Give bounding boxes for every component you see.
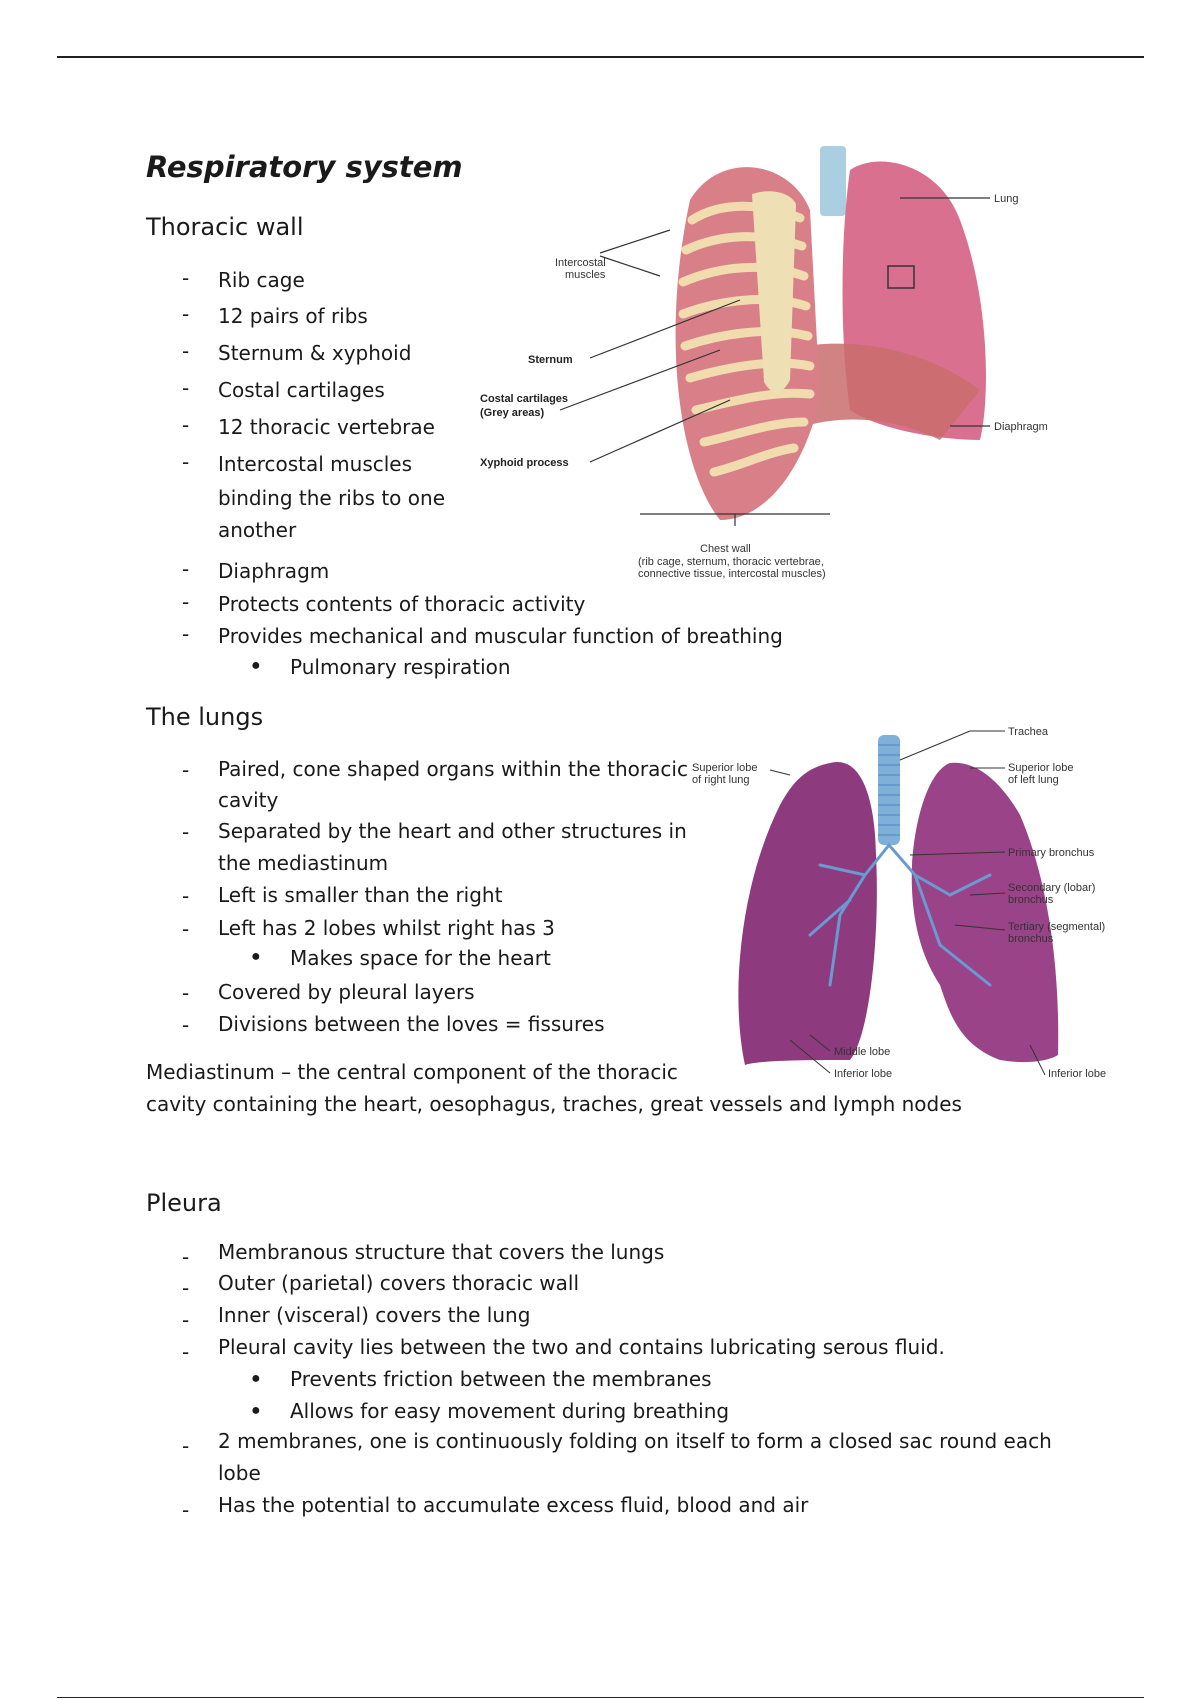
section-heading-lungs: The lungs <box>146 703 264 731</box>
label-costal-1: Costal cartilages <box>480 393 569 405</box>
list-item: Costal cartilages <box>218 378 385 402</box>
dash-marker: - <box>182 302 190 326</box>
label-middle-lobe: Middle lobe <box>834 1046 891 1058</box>
top-rule <box>57 56 1144 58</box>
dash-marker: - <box>182 758 190 782</box>
list-item: Sternum & xyphoid <box>218 341 412 365</box>
dash-marker: - <box>182 917 190 941</box>
list-item: Divisions between the loves = fissures <box>218 1012 605 1036</box>
bullet-marker: ● <box>251 1402 261 1419</box>
label-sup-right-2: of right lung <box>692 774 750 786</box>
dash-marker: - <box>182 450 190 474</box>
section-heading-pleura: Pleura <box>146 1189 222 1217</box>
bullet-marker: ● <box>251 948 261 965</box>
dash-marker: - <box>182 1308 190 1332</box>
label-inferior-right: Inferior lobe <box>834 1068 893 1080</box>
label-diaphragm: Diaphragm <box>994 421 1048 433</box>
right-lung-shape <box>738 762 876 1065</box>
list-item: 2 membranes, one is continuously folding on itself to form a closed sac round each <box>218 1429 1052 1453</box>
section-heading-thoracic-wall: Thoracic wall <box>146 213 304 241</box>
label-chest-2: (rib cage, sternum, thoracic vertebrae, <box>638 556 824 568</box>
list-item: Outer (parietal) covers thoracic wall <box>218 1271 580 1295</box>
label-tertiary-2: bronchus <box>1008 933 1054 945</box>
list-item: Inner (visceral) covers the lung <box>218 1303 531 1327</box>
label-costal-2: (Grey areas) <box>480 407 545 419</box>
dash-marker: - <box>182 590 190 614</box>
lungs-figure <box>692 715 1160 1085</box>
dash-marker: - <box>182 339 190 363</box>
dash-marker: - <box>182 884 190 908</box>
label-sup-right-1: Superior lobe <box>692 762 758 774</box>
label-intercostal-2: muscles <box>565 269 606 281</box>
dash-marker: - <box>182 557 190 581</box>
dash-marker: - <box>182 1276 190 1300</box>
list-item: Separated by the heart and other structures in <box>218 819 687 843</box>
list-item: Provides mechanical and muscular function of breathing <box>218 624 783 648</box>
label-trachea: Trachea <box>1008 726 1048 738</box>
list-item: the mediastinum <box>218 851 389 875</box>
bullet-marker: ● <box>251 657 261 674</box>
list-item: Left is smaller than the right <box>218 883 503 907</box>
label-tertiary-1: Tertiary (segmental) <box>1008 921 1106 933</box>
list-sub-item: Makes space for the heart <box>290 946 551 970</box>
dash-marker: - <box>182 981 190 1005</box>
list-sub-item: Allows for easy movement during breathing <box>290 1399 730 1423</box>
list-item: Left has 2 lobes whilst right has 3 <box>218 916 555 940</box>
list-item: Protects contents of thoracic activity <box>218 592 586 616</box>
label-lung: Lung <box>994 193 1019 205</box>
list-item: Has the potential to accumulate excess fluid, blood and air <box>218 1493 809 1517</box>
list-item: 12 pairs of ribs <box>218 304 368 328</box>
bottom-rule <box>57 1697 1144 1698</box>
dash-marker: - <box>182 820 190 844</box>
label-xiphoid: Xyphoid process <box>480 457 569 469</box>
list-item: Rib cage <box>218 268 305 292</box>
trachea-shape <box>878 735 900 845</box>
thoracic-wall-figure <box>480 140 1100 590</box>
label-sternum: Sternum <box>528 354 573 366</box>
list-item: Covered by pleural layers <box>218 980 475 1004</box>
list-sub-item: Pulmonary respiration <box>290 655 511 679</box>
dash-marker: - <box>182 622 190 646</box>
list-item: Membranous structure that covers the lungs <box>218 1240 665 1264</box>
list-item: Pleural cavity lies between the two and contains lubricating serous fluid. <box>218 1335 945 1359</box>
dash-marker: - <box>182 1498 190 1522</box>
list-item: another <box>218 518 297 542</box>
page-title: Respiratory system <box>146 150 463 184</box>
trachea-shape <box>820 146 846 216</box>
list-item: Intercostal muscles <box>218 452 413 476</box>
label-sup-left-2: of left lung <box>1008 774 1059 786</box>
dash-marker: - <box>182 266 190 290</box>
label-chest-1: Chest wall <box>700 543 751 555</box>
label-chest-3: connective tissue, intercostal muscles) <box>638 568 826 580</box>
list-sub-item: Prevents friction between the membranes <box>290 1367 712 1391</box>
list-item: 12 thoracic vertebrae <box>218 415 435 439</box>
label-sup-left-1: Superior lobe <box>1008 762 1074 774</box>
dash-marker: - <box>182 1340 190 1364</box>
dash-marker: - <box>182 376 190 400</box>
dash-marker: - <box>182 1245 190 1269</box>
mediastinum-text-1: Mediastinum – the central component of the thoracic <box>146 1060 678 1084</box>
list-item: binding the ribs to one <box>218 486 445 510</box>
list-item: lobe <box>218 1461 261 1485</box>
label-secondary-1: Secondary (lobar) <box>1008 882 1096 894</box>
list-item: cavity <box>218 788 279 812</box>
dash-marker: - <box>182 413 190 437</box>
left-lung-shape <box>912 763 1058 1062</box>
mediastinum-text-2: cavity containing the heart, oesophagus, traches, great vessels and lymph nodes <box>146 1092 962 1116</box>
label-intercostal-1: Intercostal <box>555 257 606 269</box>
list-item: Diaphragm <box>218 559 330 583</box>
dash-marker: - <box>182 1013 190 1037</box>
label-inferior-left: Inferior lobe <box>1048 1068 1107 1080</box>
list-item: Paired, cone shaped organs within the thoracic <box>218 757 688 781</box>
label-primary: Primary bronchus <box>1008 847 1095 859</box>
dash-marker: - <box>182 1434 190 1458</box>
bullet-marker: ● <box>251 1370 261 1387</box>
label-secondary-2: bronchus <box>1008 894 1054 906</box>
